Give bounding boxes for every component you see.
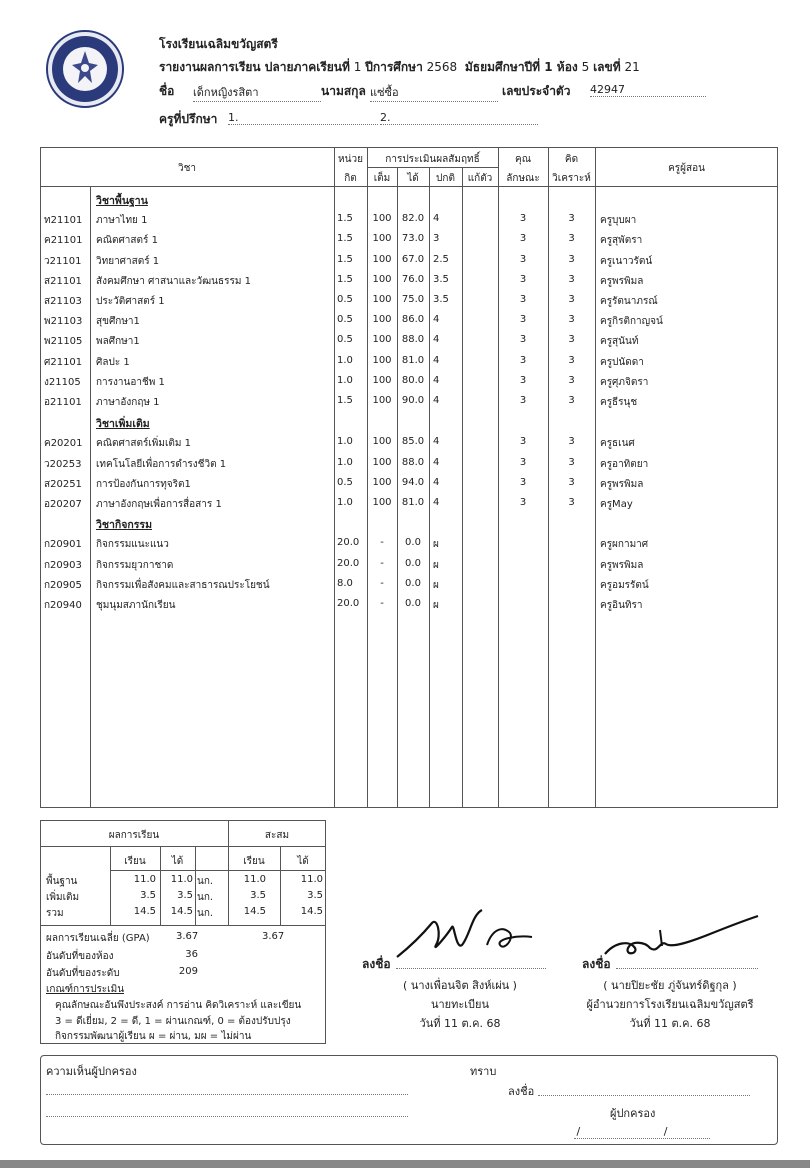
cell-code: ค21101 xyxy=(44,235,83,247)
cell-char: 3 xyxy=(519,314,527,326)
cell-code: ก20901 xyxy=(44,539,82,551)
director-title: ผู้อำนวยการโรงเรียนเฉลิมขวัญสตรี xyxy=(586,998,754,1011)
cell-char: 3 xyxy=(519,273,527,285)
student-surname: แซ่ซื้อ xyxy=(370,83,498,102)
id-label: เลขประจำตัว xyxy=(502,84,571,98)
parent-opinion-label: ความเห็นผู้ปกครอง xyxy=(46,1065,137,1078)
cell-name: ภาษาอังกฤษเพื่อการสื่อสาร 1 xyxy=(96,499,222,510)
acknowledge-label: ทราบ xyxy=(470,1065,497,1078)
registrar-signature xyxy=(392,905,542,965)
cell-name: กิจกรรมแนะแนว xyxy=(96,539,169,551)
cell-got: 81.0 xyxy=(401,497,425,508)
summary-c_got: 3.5 xyxy=(307,890,323,901)
cell-teacher: ครูศุภจิตรา xyxy=(600,376,649,388)
report-title-line xyxy=(159,58,640,77)
cell-grade: 4 xyxy=(433,497,440,508)
cell-grade: ผ xyxy=(433,539,439,551)
parent-sign-label: ลงชื่อ xyxy=(508,1085,535,1098)
cell-name: คณิตศาสตร์ 1 xyxy=(96,235,158,247)
summary-unit: นก. xyxy=(197,876,214,887)
cell-teacher: ครูพรพิมล xyxy=(600,559,644,571)
summary-study: 3.5 xyxy=(140,890,156,901)
cell-code: ค20201 xyxy=(44,438,83,450)
cell-full: 100 xyxy=(372,294,392,305)
cell-think: 3 xyxy=(568,273,575,285)
parent-date xyxy=(574,1125,710,1139)
cell-char: 3 xyxy=(519,374,527,386)
cell-got: 94.0 xyxy=(401,476,425,488)
director-signature xyxy=(600,912,760,962)
cell-grade: 3.5 xyxy=(433,273,449,285)
cell-full: 100 xyxy=(372,456,392,468)
cell-name: การป้องกันการทุจริต1 xyxy=(96,478,191,490)
cell-code: ส20251 xyxy=(44,478,82,490)
cell-grade: 4 xyxy=(433,436,440,448)
cell-name: ประวัติศาสตร์ 1 xyxy=(96,296,165,307)
report-title: รายงานผลการเรียน ปลายภาคเรียนที่ xyxy=(159,60,350,74)
cell-teacher: ครูพรพิมล xyxy=(600,478,644,490)
cell-name: กิจกรรมเพื่อสังคมและสาธารณประโยชน์ xyxy=(96,579,270,591)
cell-code: ส21103 xyxy=(44,296,82,307)
cell-unit: 1.5 xyxy=(337,395,353,406)
cell-code: ว20253 xyxy=(44,458,82,470)
cell-name: ภาษาอังกฤษ 1 xyxy=(96,397,160,408)
cell-unit: 20.0 xyxy=(337,598,360,609)
director-sign-label: ลงชื่อ xyxy=(582,957,611,971)
cell-got: 80.0 xyxy=(401,374,425,386)
summary-c_study: 3.5 xyxy=(250,890,266,901)
cell-teacher: ครูบุบผา xyxy=(600,215,637,227)
cell-think: 3 xyxy=(568,253,575,265)
section-title: วิชากิจกรรม xyxy=(96,519,152,532)
cell-got: 86.0 xyxy=(401,314,425,326)
cell-name: สุขศึกษา1 xyxy=(96,316,140,328)
summary-unit: นก. xyxy=(197,908,214,919)
cell-unit: 1.0 xyxy=(337,374,353,386)
cell-unit: 20.0 xyxy=(337,537,360,549)
cell-code: พ21103 xyxy=(44,316,83,328)
cell-grade: 4 xyxy=(433,456,440,468)
cell-full: 100 xyxy=(372,497,392,508)
cell-grade: ผ xyxy=(433,579,439,591)
cell-unit: 1.0 xyxy=(337,456,353,468)
criteria-3: กิจกรรมพัฒนาผู้เรียน ผ = ผ่าน, มผ = ไม่ผ่าน xyxy=(55,1031,252,1042)
cell-teacher: ครูผกามาศ xyxy=(600,539,649,551)
cell-grade: 4 xyxy=(433,395,440,406)
school-seal xyxy=(46,30,124,108)
criteria-title: เกณฑ์การประเมิน xyxy=(46,984,125,995)
summary-got: 11.0 xyxy=(170,874,193,885)
cell-got: 0.0 xyxy=(405,598,421,609)
cell-grade: 3 xyxy=(433,233,440,245)
parent-sign-line xyxy=(538,1095,750,1096)
section-title: วิชาเพิ่มเติม xyxy=(96,418,150,431)
cell-think: 3 xyxy=(568,395,575,406)
surname-label: นามสกุล xyxy=(321,84,366,98)
cell-got: 81.0 xyxy=(401,354,425,366)
student-name: เด็กหญิงรสิตา xyxy=(193,83,321,102)
cell-name: กิจกรรมยุวกาชาด xyxy=(96,559,174,571)
cell-unit: 1.5 xyxy=(337,253,353,265)
section-title: วิชาพื้นฐาน xyxy=(96,195,148,207)
year-label: ปีการศึกษา xyxy=(365,60,423,74)
summary-label: รวม xyxy=(46,908,64,919)
advisor-1-label: 1. xyxy=(228,111,239,124)
cell-code: ศ21101 xyxy=(44,356,83,368)
cell-full: 100 xyxy=(372,436,392,448)
cell-code: ก20903 xyxy=(44,559,82,571)
cell-grade: 4 xyxy=(433,476,440,488)
results-label: ผลการเรียน xyxy=(108,830,160,841)
name-label: ชื่อ xyxy=(159,84,175,98)
col-assess: การประเมินผลสัมฤทธิ์ xyxy=(385,154,480,165)
summary-c_study: 11.0 xyxy=(243,874,266,885)
cell-name: ศิลปะ 1 xyxy=(96,356,130,368)
seal-icon xyxy=(46,30,124,108)
cell-teacher: ครูธเนศ xyxy=(600,438,635,450)
cell-unit: 1.5 xyxy=(337,233,353,245)
cum-study-label: เรียน xyxy=(243,856,265,867)
cell-unit: 1.0 xyxy=(337,436,353,448)
parent-date-slots: / / xyxy=(576,1125,708,1138)
cell-got: 0.0 xyxy=(405,537,421,549)
gpa-cum-value: 3.67 xyxy=(262,931,285,942)
cell-grade: 4 xyxy=(433,354,440,366)
cell-think: 3 xyxy=(568,374,575,386)
summary-got: 14.5 xyxy=(170,906,193,917)
cell-teacher: ครูรัตนาภรณ์ xyxy=(600,296,658,307)
cell-name: วิทยาศาสตร์ 1 xyxy=(96,255,160,267)
col-char-2: ลักษณะ xyxy=(506,173,540,184)
number-label: เลขที่ xyxy=(593,60,621,74)
cell-code: ก20905 xyxy=(44,579,82,591)
summary-study: 14.5 xyxy=(133,906,156,917)
cell-grade: 4 xyxy=(433,314,440,326)
student-number: 21 xyxy=(624,60,640,74)
registrar-date: วันที่ 11 ต.ค. 68 xyxy=(419,1017,501,1030)
study-label: เรียน xyxy=(124,856,146,867)
cell-code: อ21101 xyxy=(44,397,82,408)
cell-name: เทคโนโลยีเพื่อการดำรงชีวิต 1 xyxy=(96,458,227,470)
cell-full: 100 xyxy=(372,273,392,285)
cell-full: - xyxy=(380,557,384,569)
col-think-1: คิด xyxy=(564,154,579,165)
cell-unit: 1.5 xyxy=(337,213,353,225)
class-label: มัธยมศึกษาปีที่ 1 ห้อง xyxy=(464,60,578,74)
year: 2568 xyxy=(426,60,458,74)
col-full: เต็ม xyxy=(373,173,391,184)
cell-unit: 1.0 xyxy=(337,354,353,366)
cell-unit: 1.5 xyxy=(337,273,353,285)
col-subject: วิชา xyxy=(177,163,197,174)
cell-unit: 0.5 xyxy=(337,476,353,488)
summary-c_got: 14.5 xyxy=(300,906,323,917)
cell-char: 3 xyxy=(519,436,527,448)
summary-c_got: 11.0 xyxy=(300,874,323,885)
cell-char: 3 xyxy=(519,253,527,265)
cell-got: 0.0 xyxy=(405,577,421,589)
cell-got: 88.0 xyxy=(401,334,425,346)
cell-name: สังคมศึกษา ศาสนาและวัฒนธรรม 1 xyxy=(96,275,251,287)
rank-room-label: อันดับที่ของห้อง xyxy=(46,951,114,962)
cell-teacher: ครูเนาวรัตน์ xyxy=(600,255,653,267)
advisor-2-label: 2. xyxy=(380,111,391,124)
cell-name: ชุมนุมสภานักเรียน xyxy=(96,600,176,611)
cell-char: 3 xyxy=(519,354,527,366)
cell-unit: 20.0 xyxy=(337,557,360,569)
col-got: ได้ xyxy=(407,173,419,184)
signature-icon xyxy=(392,905,542,965)
cell-teacher: ครูสุพัตรา xyxy=(600,235,643,247)
cell-unit: 0.5 xyxy=(337,334,353,346)
rank-room-value: 36 xyxy=(185,949,198,960)
cell-char: 3 xyxy=(519,456,527,468)
cell-code: ก20940 xyxy=(44,600,82,611)
summary-label: พื้นฐาน xyxy=(46,876,78,887)
cell-unit: 0.5 xyxy=(337,314,353,326)
student-id: 42947 xyxy=(590,83,706,97)
cell-teacher: ครูอมรรัตน์ xyxy=(600,579,649,591)
col-unit-1: หน่วย xyxy=(338,154,363,165)
registrar-title: นายทะเบียน xyxy=(430,998,489,1011)
cell-full: 100 xyxy=(372,253,392,265)
cell-name: ภาษาไทย 1 xyxy=(96,215,148,227)
got-label: ได้ xyxy=(171,856,184,867)
cell-code: อ20207 xyxy=(44,499,82,510)
cell-grade: 4 xyxy=(433,213,440,225)
director-date: วันที่ 11 ต.ค. 68 xyxy=(629,1017,711,1030)
cell-think: 3 xyxy=(568,314,575,326)
cumulative-label: สะสม xyxy=(264,830,290,841)
cell-name: การงานอาชีพ 1 xyxy=(96,376,165,388)
cell-char: 3 xyxy=(519,395,527,406)
cell-think: 3 xyxy=(568,436,575,448)
cell-think: 3 xyxy=(568,476,575,488)
cell-teacher: ครูอินทิรา xyxy=(600,600,643,611)
cum-got-label: ได้ xyxy=(297,856,309,867)
cell-full: 100 xyxy=(372,334,392,346)
registrar-name: ( นางเพื่อนจิต สิงห์เผ่น ) xyxy=(403,979,517,992)
cell-full: - xyxy=(380,537,384,549)
cell-think: 3 xyxy=(568,334,575,346)
cell-think: 3 xyxy=(568,456,575,468)
opinion-line-2 xyxy=(46,1116,408,1117)
col-teacher: ครูผู้สอน xyxy=(668,163,705,174)
cell-got: 73.0 xyxy=(401,233,425,245)
cell-full: 100 xyxy=(372,476,392,488)
cell-grade: 4 xyxy=(433,374,440,386)
cell-code: ง21105 xyxy=(44,376,81,388)
cell-char: 3 xyxy=(519,334,527,346)
cell-code: พ21105 xyxy=(44,336,83,348)
cell-full: - xyxy=(380,598,384,609)
cell-grade: 4 xyxy=(433,334,440,346)
parent-title: ผู้ปกครอง xyxy=(610,1107,656,1120)
cell-got: 88.0 xyxy=(401,456,425,468)
criteria-2: 3 = ดีเยี่ยม, 2 = ดี, 1 = ผ่านเกณฑ์, 0 = ต้องปรับปรุง xyxy=(55,1016,291,1027)
cell-think: 3 xyxy=(568,497,575,508)
cell-teacher: ครูธีรนุช xyxy=(600,397,638,408)
summary-unit: นก. xyxy=(197,892,214,903)
summary-study: 11.0 xyxy=(133,874,156,885)
cell-think: 3 xyxy=(568,354,575,366)
cell-unit: 1.0 xyxy=(337,497,353,508)
cell-got: 85.0 xyxy=(401,436,425,448)
gpa-value: 3.67 xyxy=(176,931,199,942)
summary-got: 3.5 xyxy=(177,890,193,901)
cell-got: 76.0 xyxy=(401,273,425,285)
cell-char: 3 xyxy=(519,294,527,305)
cell-unit: 0.5 xyxy=(337,294,353,305)
opinion-line-1 xyxy=(46,1094,408,1095)
director-name: ( นายปิยะชัย ภู่จันทร์ดิฐกุล ) xyxy=(603,979,737,992)
cell-full: - xyxy=(380,577,384,589)
cell-teacher: ครูสุนันท์ xyxy=(600,336,639,348)
cell-full: 100 xyxy=(372,314,392,326)
cell-name: พลศึกษา1 xyxy=(96,336,140,348)
col-unit-2: กิต xyxy=(344,173,357,184)
cell-full: 100 xyxy=(372,395,392,406)
advisor-1 xyxy=(228,111,378,125)
col-char-1: คุณ xyxy=(515,154,531,165)
cell-name: คณิตศาสตร์เพิ่มเติม 1 xyxy=(96,438,192,450)
cell-full: 100 xyxy=(372,233,392,245)
cell-teacher: ครูพรพิมล xyxy=(600,275,644,287)
cell-full: 100 xyxy=(372,354,392,366)
cell-grade: 3.5 xyxy=(433,294,449,305)
cell-grade: ผ xyxy=(433,559,439,571)
cell-char: 3 xyxy=(519,233,527,245)
col-think-2: วิเคราะห์ xyxy=(552,173,591,184)
cell-code: ว21101 xyxy=(44,255,82,267)
cell-unit: 8.0 xyxy=(337,577,353,589)
signature-icon xyxy=(600,912,760,962)
cell-got: 0.0 xyxy=(405,557,421,569)
cell-code: ท21101 xyxy=(44,215,83,227)
gpa-label: ผลการเรียนเฉลี่ย (GPA) xyxy=(46,933,150,944)
cell-full: 100 xyxy=(372,374,392,386)
cell-got: 82.0 xyxy=(401,213,425,225)
cell-got: 67.0 xyxy=(401,253,425,265)
cell-full: 100 xyxy=(372,213,392,225)
criteria-1: คุณลักษณะอันพึงประสงค์ การอ่าน คิดวิเคราะห์ และเขียน xyxy=(55,1000,302,1011)
cell-grade: ผ xyxy=(433,600,439,611)
advisor-2 xyxy=(380,111,538,125)
cell-teacher: ครูกิรติกาญจน์ xyxy=(600,316,663,328)
advisor-label: ครูที่ปรึกษา xyxy=(159,112,218,126)
col-normal: ปกติ xyxy=(436,173,455,184)
cell-got: 75.0 xyxy=(401,294,425,305)
cell-think: 3 xyxy=(568,294,575,305)
cell-char: 3 xyxy=(519,213,527,225)
cell-char: 3 xyxy=(519,476,527,488)
cell-code: ส21101 xyxy=(44,275,82,287)
cell-teacher: ครูอาทิตยา xyxy=(600,458,649,470)
bottom-bar xyxy=(0,1160,810,1168)
col-fix: แก้ตัว xyxy=(467,173,493,184)
semester: 1 xyxy=(353,60,362,74)
cell-got: 90.0 xyxy=(401,395,425,406)
cell-think: 3 xyxy=(568,213,575,225)
cell-teacher: ครูMay xyxy=(600,499,633,510)
registrar-sign-label: ลงชื่อ xyxy=(362,957,391,971)
rank-level-label: อันดับที่ของระดับ xyxy=(46,968,120,979)
cell-grade: 2.5 xyxy=(433,253,449,265)
cell-teacher: ครูปนัดดา xyxy=(600,356,644,368)
room: 5 xyxy=(581,60,590,74)
summary-c_study: 14.5 xyxy=(243,906,266,917)
school-name: โรงเรียนเฉลิมขวัญสตรี xyxy=(159,37,278,51)
summary-label: เพิ่มเติม xyxy=(46,892,80,903)
cell-think: 3 xyxy=(568,233,575,245)
rank-level-value: 209 xyxy=(178,966,198,977)
cell-char: 3 xyxy=(519,497,527,508)
